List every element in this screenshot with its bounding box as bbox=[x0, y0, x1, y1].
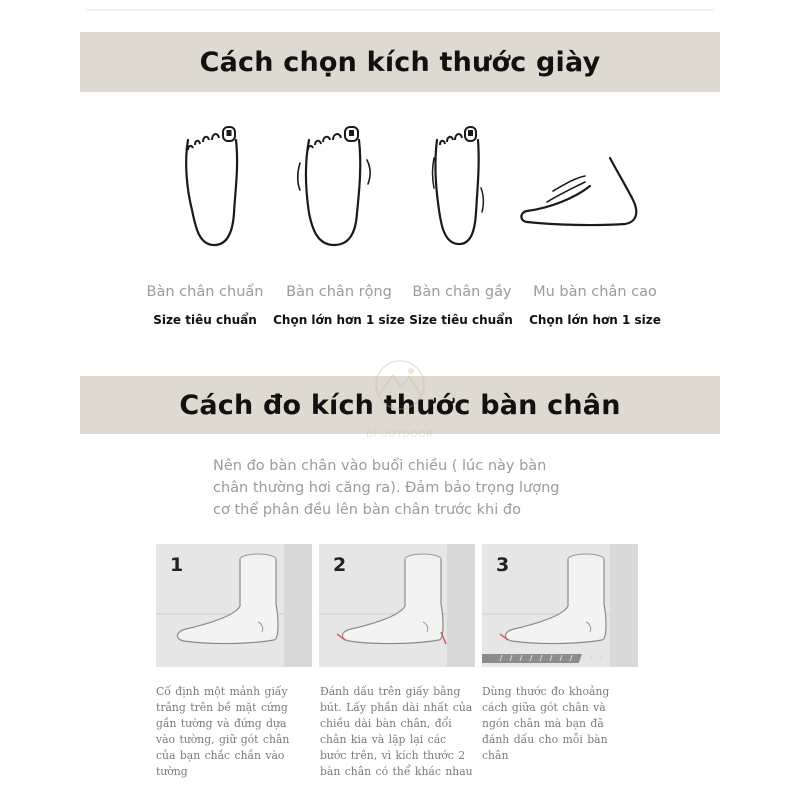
description-line: Dùng thước đo khoảng bbox=[482, 685, 610, 698]
normal-foot-icon bbox=[178, 118, 248, 248]
description-line: ngón chân mà bạn đã bbox=[482, 717, 604, 730]
measure-intro-text bbox=[213, 455, 613, 521]
size-guide-banner bbox=[80, 32, 720, 92]
watermark-logo bbox=[365, 355, 435, 445]
description-line: chân kia và lặp lại các bbox=[320, 733, 447, 746]
description-line: Đánh dấu trên giấy bằng bbox=[320, 685, 461, 698]
foot-type-label-narrow: Bàn chân gầy bbox=[412, 284, 512, 300]
size-advice-normal: Size tiêu chuẩn bbox=[153, 313, 257, 327]
intro-line: cơ thể phân đều lên bàn chân trước khi đo bbox=[213, 502, 521, 518]
description-line: tường bbox=[156, 765, 188, 778]
description-line: bút. Lấy phần dài nhất của bbox=[320, 701, 473, 714]
description-line: chân bbox=[482, 749, 509, 762]
foot-type-label-wide: Bàn chân rộng bbox=[286, 284, 392, 300]
top-divider bbox=[86, 9, 714, 11]
step-3-description bbox=[482, 684, 638, 764]
description-line: trắng trên bề mặt cứng bbox=[156, 701, 288, 714]
wide-foot-icon bbox=[292, 118, 376, 248]
description-line: bước trên, vì kích thước 2 bbox=[320, 749, 466, 762]
step-1-illustration bbox=[156, 544, 312, 667]
narrow-foot-icon bbox=[424, 118, 494, 248]
description-line: vào tường, giữ gót chân bbox=[156, 733, 290, 746]
size-guide-title: Cách chọn kích thước giày bbox=[199, 46, 601, 78]
size-advice-wide: Chọn lớn hơn 1 size bbox=[273, 313, 405, 327]
step-2-illustration bbox=[319, 544, 475, 667]
size-advice-high-instep: Chọn lớn hơn 1 size bbox=[529, 313, 661, 327]
intro-line: chân thường hơi căng ra). Đảm bảo trọng lượng bbox=[213, 480, 560, 496]
step-number: 2 bbox=[333, 554, 347, 576]
size-advice-narrow: Size tiêu chuẩn bbox=[409, 313, 513, 327]
step-3-illustration bbox=[482, 544, 638, 667]
step-number: 3 bbox=[496, 554, 510, 576]
step-2-description bbox=[320, 684, 476, 780]
description-line: gần tường và đứng dựa bbox=[156, 717, 287, 730]
foot-type-label-normal: Bàn chân chuẩn bbox=[146, 284, 264, 300]
step-number: 1 bbox=[170, 554, 184, 576]
intro-line: Nên đo bàn chân vào buổi chiều ( lúc này bàn bbox=[213, 458, 547, 474]
description-line: đánh dấu cho mỗi bàn bbox=[482, 733, 608, 746]
description-line: chiều dài bàn chân, đổi bbox=[320, 717, 452, 730]
foot-type-label-high-instep: Mu bàn chân cao bbox=[533, 284, 657, 300]
description-line: Cố định một mảnh giấy bbox=[156, 685, 288, 698]
high-instep-foot-icon bbox=[515, 118, 645, 248]
description-line: của bạn chắc chắn vào bbox=[156, 749, 285, 762]
description-line: cách giữa gót chân và bbox=[482, 701, 606, 714]
measure-guide-title: Cách đo kích thước bàn chân bbox=[179, 389, 621, 421]
watermark-text: DĨ OUTDOOR bbox=[366, 429, 434, 439]
step-1-description bbox=[156, 684, 312, 780]
description-line: bàn chân có thể khác nhau bbox=[320, 765, 473, 778]
